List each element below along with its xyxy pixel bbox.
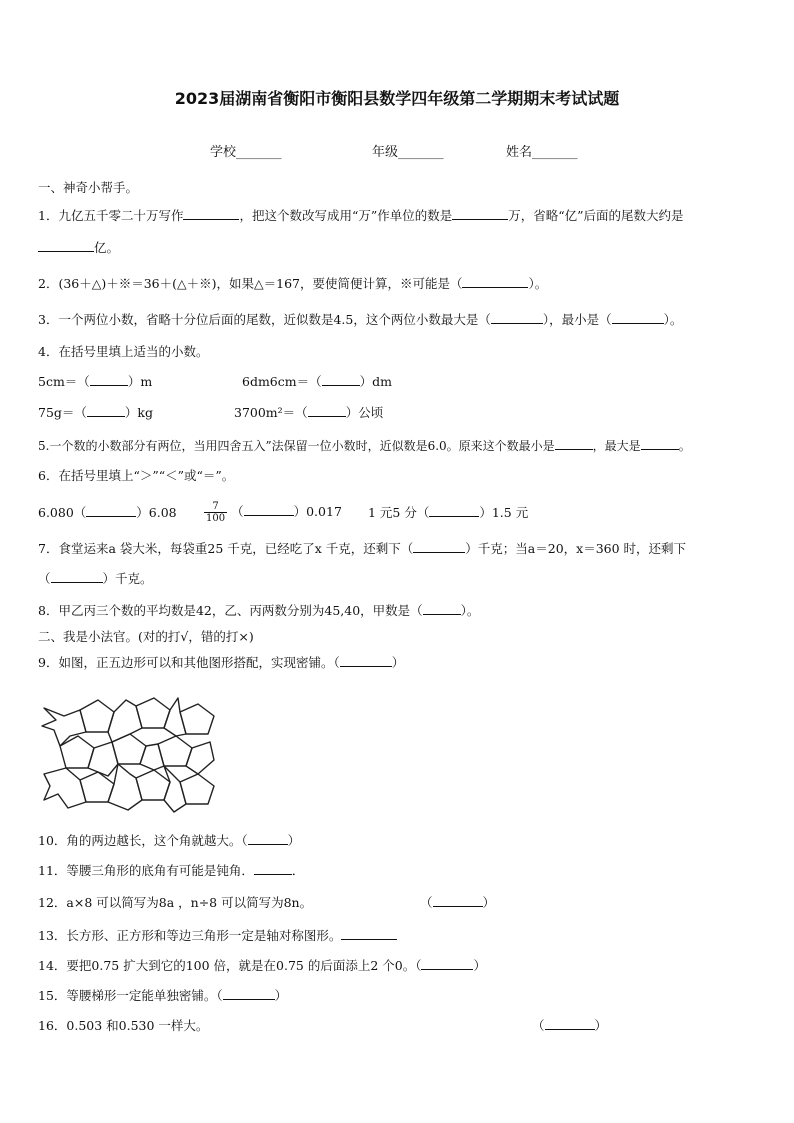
school-field: 学校_______: [210, 145, 282, 160]
answer-blank: [38, 238, 94, 252]
question-12: 12．a×8 可以简写为8a ，n÷8 可以简写为8n。: [38, 895, 313, 910]
q8-text-a: 8．甲乙丙三个数的平均数是42，乙、丙两数分别为45,40，甲数是（: [38, 603, 423, 618]
answer-blank: [183, 206, 239, 220]
answer-blank: [223, 986, 275, 1000]
answer-blank: [433, 893, 483, 907]
question-10: [38, 831, 300, 851]
question-6: 6．在括号里填上“＞”“＜”或“＝”。: [38, 468, 235, 483]
name-field: 姓名_______: [506, 145, 578, 160]
q7-text-a: 7．食堂运来a 袋大米，每袋重25 千克，已经吃了x 千克，还剩下（: [38, 541, 414, 556]
q4-d-text: 3700m²＝（: [234, 405, 308, 420]
q6-item-b: [200, 496, 342, 528]
question-16-answer: [532, 1016, 607, 1036]
answer-blank: [51, 569, 103, 583]
q4-c-unit: ）kg: [124, 405, 153, 420]
q6-a-text: 6.080（: [38, 505, 87, 520]
q6-item-a: [38, 503, 177, 523]
q12-open: （: [420, 895, 433, 910]
section-heading-1: 一、神奇小帮手。: [38, 180, 139, 195]
q6-b-value: ）0.017: [293, 504, 342, 519]
q7-text-d: ）千克。: [102, 571, 153, 586]
q16-close: ）: [594, 1018, 608, 1033]
grade-field: 年级_______: [372, 145, 444, 160]
q4-item-c: [38, 403, 153, 423]
question-14: [38, 956, 486, 976]
answer-blank: [413, 539, 465, 553]
question-7-cont: [38, 569, 153, 589]
question-3: [38, 310, 682, 330]
q16-open: （: [532, 1018, 545, 1033]
answer-blank: [308, 403, 346, 417]
q14-text-a: 14．要把0.75 扩大到它的100 倍，就是在0.75 的后面添上2 个0。（: [38, 958, 422, 973]
q2-text-b: ）。: [528, 276, 548, 291]
q5-text-b: ，最大是: [592, 439, 641, 453]
question-11: [38, 861, 304, 881]
q2-text-a: 2．(36＋△)＋※＝36＋(△＋※)，如果△＝167，要使简便计算，※可能是（: [38, 276, 463, 291]
answer-blank: [244, 502, 294, 516]
answer-blank: [322, 372, 360, 386]
q1-text-b: ，把这个数改写成用“万”作单位的数是: [239, 208, 453, 223]
q4-d-unit: ）公顷: [345, 405, 384, 420]
question-1: [38, 206, 684, 226]
answer-blank: [612, 310, 664, 324]
q1-text-c: 万，省略“亿”后面的尾数大约是: [508, 208, 684, 223]
pentagon-tessellation-figure: [40, 690, 218, 814]
q9-text-a: 9．如图，正五边形可以和其他图形搭配，实现密铺。（: [38, 655, 340, 670]
star-shape: [44, 768, 86, 808]
q8-text-b: ）。: [460, 603, 480, 618]
q6-c-value: ）1.5 元: [479, 505, 529, 520]
answer-blank: [90, 372, 128, 386]
q12-close: ）: [482, 895, 496, 910]
q6-item-c: [368, 503, 528, 523]
question-2: [38, 274, 547, 294]
question-15: [38, 986, 287, 1006]
question-16: 16．0.503 和0.530 一样大。: [38, 1018, 209, 1033]
question-4: 4．在括号里填上适当的小数。: [38, 344, 209, 359]
fraction-numerator: 7: [204, 501, 227, 513]
q4-item-b: [242, 372, 392, 392]
page-title: 2023届湖南省衡阳市衡阳县数学四年级第二学期期末考试试题: [174, 89, 620, 108]
q4-b-text: 6dm6cm＝（: [242, 374, 322, 389]
answer-blank: [340, 653, 392, 667]
q15-text-b: ）: [274, 988, 288, 1003]
q4-item-a: [38, 372, 152, 392]
q7-text-c: （: [38, 571, 51, 586]
answer-blank: [462, 274, 528, 288]
star-shape: [164, 766, 186, 812]
answer-blank: [254, 861, 292, 875]
q4-a-text: 5cm＝（: [38, 374, 90, 389]
q10-text-b: ）: [287, 833, 301, 848]
question-7: [38, 539, 686, 559]
q4-a-unit: ）m: [127, 374, 153, 389]
q4-c-text: 75g＝（: [38, 405, 87, 420]
answer-blank: [641, 436, 679, 450]
question-9: [38, 653, 404, 673]
answer-blank: [491, 310, 543, 324]
question-1-cont: [38, 238, 119, 258]
q6-c-text: 1 元5 分（: [368, 505, 430, 520]
q1-text-d: 亿。: [94, 240, 120, 255]
answer-blank: [341, 926, 397, 940]
q4-item-d: [234, 403, 383, 423]
answer-blank: [421, 956, 473, 970]
answer-blank: [248, 831, 288, 845]
section-heading-2: 二、我是小法官。(对的打√，错的打×): [38, 629, 254, 644]
answer-blank: [87, 403, 125, 417]
star-shape: [140, 744, 164, 770]
question-13: [38, 926, 397, 946]
q3-text-c: ）。: [663, 312, 683, 327]
q6-a-value: ）6.08: [136, 505, 177, 520]
q3-text-b: ），最小是（: [542, 312, 612, 327]
question-12-answer: [420, 893, 495, 913]
answer-blank: [429, 503, 479, 517]
star-shape: [164, 698, 186, 736]
fraction: [204, 501, 227, 524]
q4-b-unit: ）dm: [359, 374, 392, 389]
q14-text-b: ）: [473, 958, 486, 973]
answer-blank: [86, 503, 136, 517]
answer-blank: [452, 206, 508, 220]
q5-text-a: 5.一个数的小数部分有两位，当用四舍五入”法保留一位小数时，近似数是6.0。原来这个数最小是: [38, 439, 555, 453]
question-8: [38, 601, 479, 621]
answer-blank: [555, 436, 593, 450]
q11-text-b: ．: [291, 863, 305, 878]
answer-blank: [423, 601, 461, 615]
q15-text-a: 15．等腰梯形一定能单独密铺。（: [38, 988, 223, 1003]
q1-text-a: 1．九亿五千零二十万写作: [38, 208, 184, 223]
question-5: [38, 436, 691, 456]
q10-text-a: 10．角的两边越长，这个角就越大。（: [38, 833, 248, 848]
q11-text-a: 11．等腰三角形的底角有可能是钝角．: [38, 863, 254, 878]
answer-blank: [545, 1016, 595, 1030]
q13-text-a: 13．长方形、正方形和等边三角形一定是轴对称图形。: [38, 928, 342, 943]
star-shape: [42, 708, 86, 746]
q3-text-a: 3．一个两位小数，省略十分位后面的尾数，近似数是4.5，这个两位小数最大是（: [38, 312, 491, 327]
q7-text-b: ）千克；当a＝20，x＝360 时，还剩下: [465, 541, 687, 556]
fraction-denominator: 100: [206, 513, 226, 524]
q9-text-b: ）: [391, 655, 405, 670]
q6-b-open: （: [231, 504, 244, 519]
q5-text-c: 。: [678, 439, 691, 453]
